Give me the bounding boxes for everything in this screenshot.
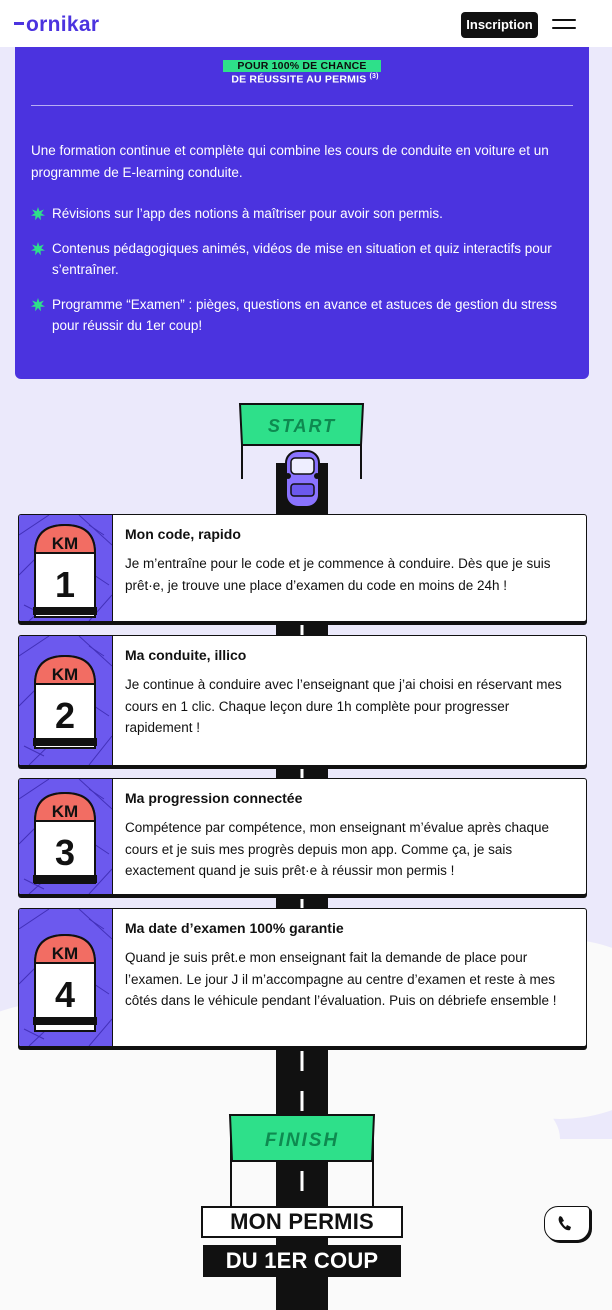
km-number: 3 — [54, 832, 76, 873]
step-description: Je m’entraîne pour le code et je commence à conduire. Dès que je suis prêt·e, je trouve une place d’examen du code en moins de 24h ! — [125, 556, 551, 593]
star-icon — [31, 207, 45, 221]
star-icon — [31, 242, 45, 256]
km-label: KM — [51, 665, 79, 684]
list-item — [31, 203, 571, 224]
step-title: Ma conduite, illico — [125, 647, 247, 663]
step-title: Ma date d’examen 100% garantie — [125, 920, 344, 936]
cta-title-line2: DU 1ER COUP — [203, 1245, 401, 1277]
km-marker — [19, 636, 113, 765]
step-title: Mon code, rapido — [125, 526, 241, 542]
step-description: Compétence par compétence, mon enseignant m’évalue après chaque cours et je suis mes progrès depuis mon app. Comme ça, je sais exactement quand je suis prêt·e à réussir mon permis ! — [125, 820, 550, 878]
start-label: START — [267, 416, 337, 436]
car-icon — [285, 451, 320, 507]
step-card-2 — [18, 635, 587, 766]
finish-banner — [227, 1112, 377, 1164]
footnote-ref: (3) — [369, 73, 379, 80]
km-label: KM — [51, 944, 79, 963]
menu-icon[interactable] — [552, 16, 576, 32]
list-item — [31, 238, 571, 280]
start-banner — [238, 401, 365, 449]
formation-banner — [15, 47, 589, 379]
step-card-4 — [18, 908, 587, 1047]
step-title: Ma progression connectée — [125, 790, 303, 806]
benefits-list — [31, 203, 571, 350]
cta-title-line1: MON PERMIS — [201, 1206, 403, 1238]
chance-badge: POUR 100% DE CHANCE — [223, 60, 381, 72]
bullet-text: Programme “Examen” : pièges, questions en avance et astuces de gestion du stress pour réussir du 1er coup! — [52, 297, 558, 333]
km-number: 1 — [54, 564, 76, 605]
bullet-text: Révisions sur l’app des notions à maîtriser pour avoir son permis. — [52, 206, 443, 221]
ornikar-logo[interactable] — [14, 12, 99, 38]
km-marker — [19, 779, 113, 894]
step-description: Quand je suis prêt.e mon enseignant fait la demande de place pour l’examen. Le jour J il m’accompagne au centre d’examen et reste à mes côtés dans le véhicule pendant l’évaluation. Puis on débriefe ensemble ! — [125, 950, 557, 1008]
phone-call-button[interactable] — [544, 1206, 590, 1241]
logo-text: ornikar — [26, 13, 100, 36]
list-item — [31, 294, 571, 336]
signup-button[interactable]: Inscription — [461, 12, 538, 38]
km-number: 2 — [54, 695, 76, 736]
km-label: KM — [51, 802, 79, 821]
step-card-1 — [18, 514, 587, 622]
step-description: Je continue à conduire avec l’enseignant que j’ai choisi en réservant mes cours en 1 clic. Chaque leçon dure 1h complète pour progresser rapidement ! — [125, 677, 562, 735]
step-card-3 — [18, 778, 587, 895]
chance-subtitle — [195, 73, 415, 86]
chance-subtitle-text: DE RÉUSSITE AU PERMIS — [231, 73, 367, 86]
km-marker — [19, 515, 113, 621]
intro-text: Une formation continue et complète qui combine les cours de conduite en voiture et un programme de E-learning conduite. — [31, 143, 549, 180]
km-label: KM — [51, 534, 79, 553]
bullet-text: Contenus pédagogiques animés, vidéos de mise en situation et quiz interactifs pour s’entraîner. — [52, 241, 552, 277]
top-navigation — [0, 0, 612, 47]
phone-icon — [545, 1207, 589, 1240]
finish-label: FINISH — [264, 1130, 340, 1151]
km-number: 4 — [54, 974, 76, 1015]
divider — [31, 105, 573, 106]
star-icon — [31, 298, 45, 312]
km-marker — [19, 909, 113, 1046]
